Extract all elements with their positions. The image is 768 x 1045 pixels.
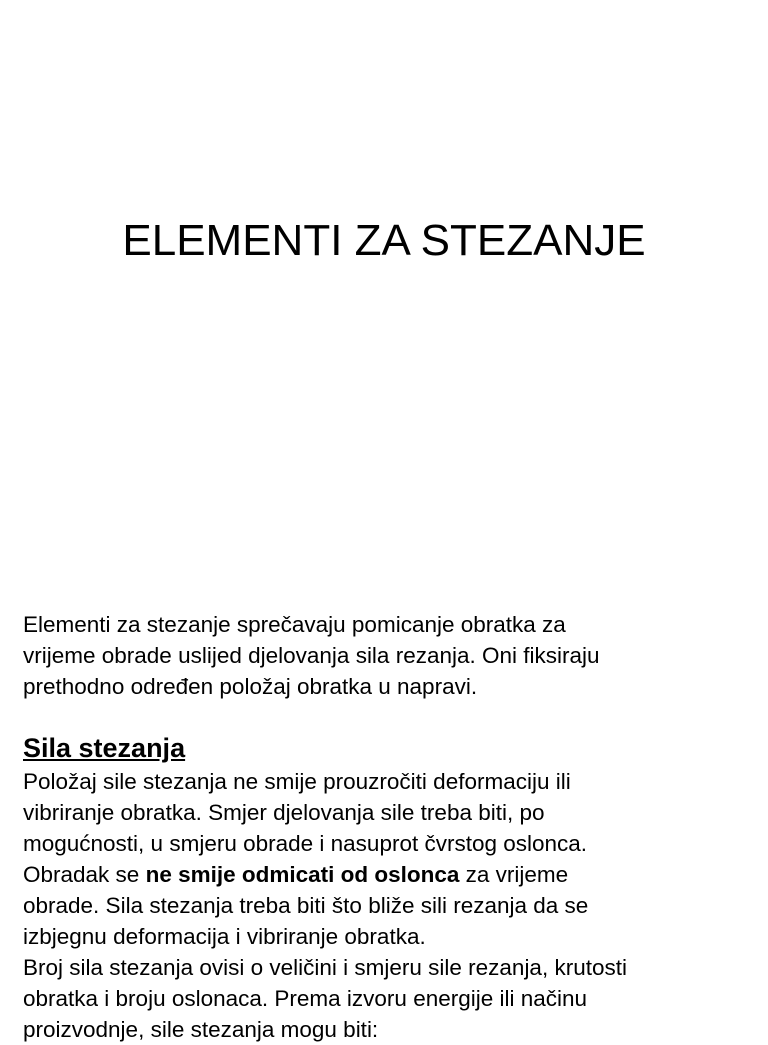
- line-4-text-after: za vrijeme: [459, 862, 569, 887]
- section-line-9: proizvodnje, sile stezanja mogu biti:: [23, 1017, 379, 1042]
- emphasis-text: ne smije odmicati od oslonca: [145, 862, 460, 887]
- section-line-1: Položaj sile stezanja ne smije prouzročiti deformaciju ili: [23, 769, 571, 794]
- intro-paragraph: [23, 609, 753, 702]
- intro-line-2: vrijeme obrade uslijed djelovanja sila rezanja. Oni fiksiraju: [23, 643, 600, 668]
- section-heading: Sila stezanja: [23, 733, 186, 763]
- section-line-4: [23, 859, 763, 890]
- section-line-2: vibriranje obratka. Smjer djelovanja sile treba biti, po: [23, 800, 545, 825]
- section-line-5: obrade. Sila stezanja treba biti što bliže sili rezanja da se: [23, 893, 589, 918]
- section-paragraph: [23, 766, 763, 1045]
- section-line-3: mogućnosti, u smjeru obrade i nasuprot čvrstog oslonca.: [23, 831, 588, 856]
- intro-line-1: Elementi za stezanje sprečavaju pomicanje obratka za: [23, 612, 566, 637]
- section-line-6: izbjegnu deformacija i vibriranje obratka.: [23, 924, 426, 949]
- intro-line-3: prethodno određen položaj obratka u napravi.: [23, 674, 478, 699]
- page-title: ELEMENTI ZA STEZANJE: [122, 216, 646, 265]
- line-4-text-before: Obradak se: [23, 862, 146, 887]
- section-line-7: Broj sila stezanja ovisi o veličini i smjeru sile rezanja, krutosti: [23, 955, 627, 980]
- section-line-8: obratka i broju oslonaca. Prema izvoru energije ili načinu: [23, 986, 588, 1011]
